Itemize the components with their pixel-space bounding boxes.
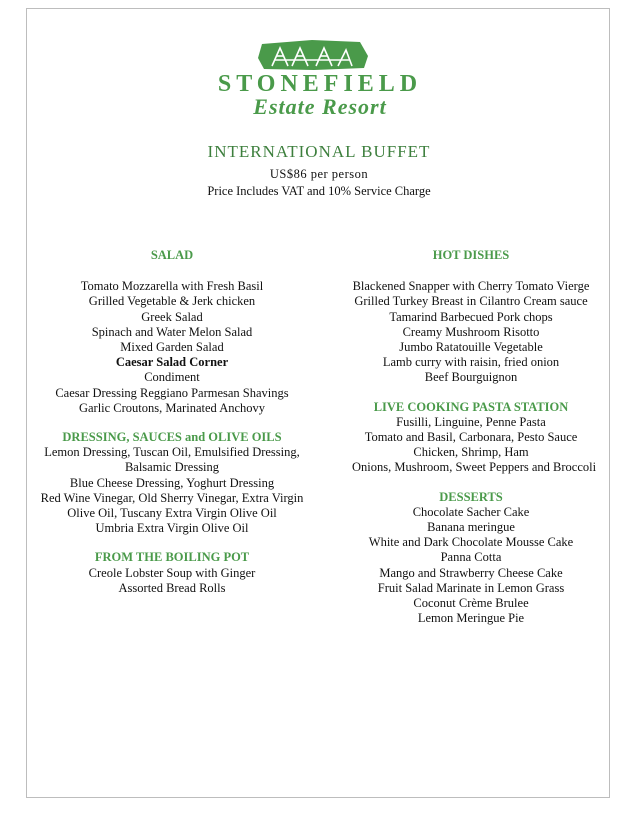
menu-item: Umbria Extra Virgin Olive Oil — [95, 521, 249, 536]
logo-tagline: Estate Resort — [253, 94, 387, 119]
section-heading-salad: SALAD — [150, 248, 194, 262]
menu-item: Mixed Garden Salad — [120, 340, 224, 355]
menu-item: Chicken, Shrimp, Ham — [413, 445, 529, 460]
menu-item: Spinach and Water Melon Salad — [91, 324, 253, 339]
menu-item: Tomato Mozzarella with Fresh Basil — [80, 279, 264, 294]
menu-item: Caesar Dressing Reggiano Parmesan Shavings — [55, 385, 289, 400]
menu-item: Condiment — [144, 370, 200, 385]
menu-item: Mango and Strawberry Cheese Cake — [379, 565, 563, 580]
menu-item: Creole Lobster Soup with Ginger — [88, 565, 256, 580]
menu-item: Blackened Snapper with Cherry Tomato Vierge — [352, 279, 590, 294]
menu-item: Panna Cotta — [440, 550, 502, 565]
menu-item: Beef Bourguignon — [424, 370, 518, 385]
menu-item: Onions, Mushroom, Sweet Peppers and Broccoli — [352, 460, 597, 475]
section-heading-pasta-station: LIVE COOKING PASTA STATION — [373, 399, 569, 414]
left-menu-column — [40, 248, 304, 596]
menu-item: Chocolate Sacher Cake — [412, 504, 530, 519]
menu-item: Lemon Meringue Pie — [417, 611, 525, 626]
menu-item: Tamarind Barbecued Pork chops — [389, 309, 553, 324]
menu-item: Olive Oil, Tuscany Extra Virgin Olive Oil — [67, 506, 277, 521]
menu-item: Creamy Mushroom Risotto — [402, 324, 540, 339]
resort-logo — [192, 36, 448, 119]
logo-wordmark: STONEFIELD — [217, 71, 423, 97]
menu-item: Fruit Salad Marinate in Lemon Grass — [377, 580, 565, 595]
menu-item: Lamb curry with raisin, fried onion — [382, 355, 560, 370]
menu-item: Red Wine Vinegar, Old Sherry Vinegar, Extra Virgin — [40, 490, 304, 505]
menu-item: Garlic Croutons, Marinated Anchovy — [78, 400, 266, 415]
menu-item: Coconut Crème Brulee — [413, 596, 529, 611]
menu-item: Blue Cheese Dressing, Yoghurt Dressing — [69, 475, 275, 490]
menu-item: Banana meringue — [427, 520, 515, 535]
section-heading-boiling-pot: FROM THE BOILING POT — [94, 550, 250, 565]
menu-item: Lemon Dressing, Tuscan Oil, Emulsified Dressing, — [44, 445, 300, 460]
price-per-person: US$86 per person — [269, 167, 369, 181]
price-note: Price Includes VAT and 10% Service Charge — [207, 184, 431, 198]
menu-item: Grilled Turkey Breast in Cilantro Cream sauce — [354, 294, 588, 309]
section-heading-desserts: DESSERTS — [439, 489, 503, 504]
menu-item: White and Dark Chocolate Mousse Cake — [368, 535, 574, 550]
menu-item: Jumbo Ratatouille Vegetable — [399, 340, 543, 355]
right-menu-column — [352, 248, 597, 626]
menu-item: Greek Salad — [141, 309, 203, 324]
menu-item: Grilled Vegetable & Jerk chicken — [88, 294, 256, 309]
menu-item: Tomato and Basil, Carbonara, Pesto Sauce — [364, 430, 578, 445]
menu-item: Balsamic Dressing — [124, 460, 220, 475]
menu-item: Assorted Bread Rolls — [118, 580, 226, 595]
section-heading-hot-dishes: HOT DISHES — [432, 248, 510, 262]
menu-subheading: Caesar Salad Corner — [115, 355, 229, 370]
building-emblem-icon — [192, 36, 448, 76]
menu-item: Fusilli, Linguine, Penne Pasta — [396, 414, 546, 429]
section-heading-dressing: DRESSING, SAUCES and OLIVE OILS — [62, 430, 282, 445]
page-title: INTERNATIONAL BUFFET — [207, 142, 431, 161]
